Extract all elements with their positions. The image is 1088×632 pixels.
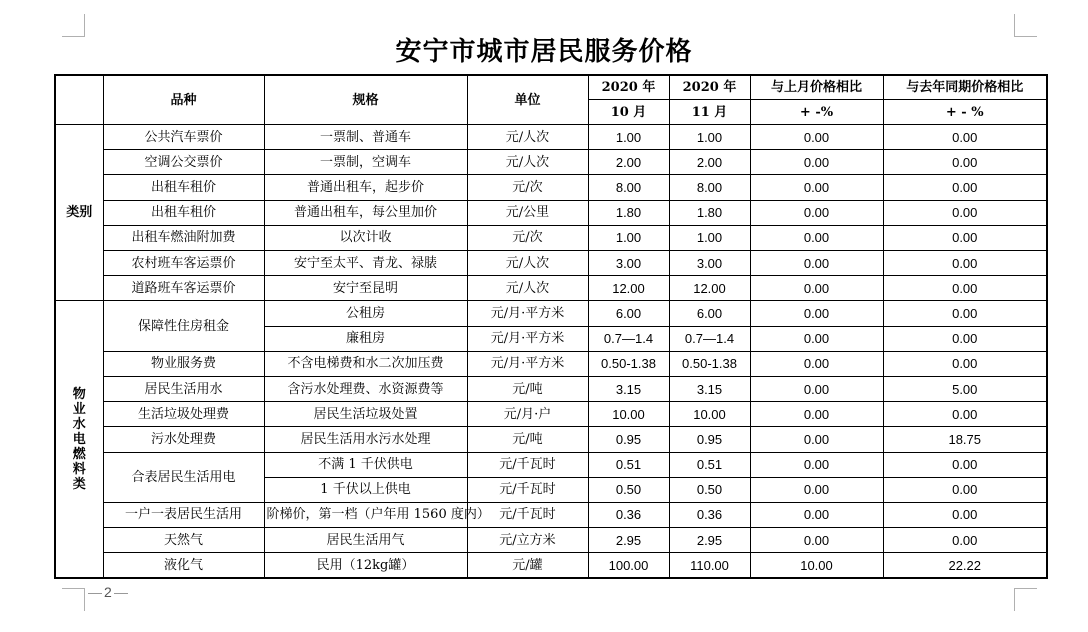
unit-cell: 元/吨 — [467, 376, 588, 401]
price-nov-cell: 12.00 — [669, 276, 750, 301]
crop-mark-top-left — [62, 14, 85, 37]
spec-cell: 居民生活用气 — [264, 528, 467, 553]
header-yoy-line2: + - % — [883, 100, 1047, 125]
yoy-change-cell: 0.00 — [883, 225, 1047, 250]
yoy-change-cell: 0.00 — [883, 301, 1047, 326]
item-name: 一户一表居民生活用 — [103, 502, 264, 527]
price-nov-cell: 3.00 — [669, 251, 750, 276]
yoy-change-cell: 22.22 — [883, 553, 1047, 578]
spec-cell: 公租房 — [264, 301, 467, 326]
table-row — [55, 301, 1047, 326]
category-char: 业 — [72, 401, 86, 417]
price-oct-cell: 12.00 — [588, 276, 669, 301]
price-oct-cell: 10.00 — [588, 402, 669, 427]
mom-change-cell: 0.00 — [750, 251, 883, 276]
price-oct-cell: 2.00 — [588, 150, 669, 175]
category-char: 电 — [72, 431, 86, 447]
price-nov-cell: 0.7—1.4 — [669, 326, 750, 351]
spec-cell: 不含电梯费和水二次加压费 — [264, 351, 467, 376]
spec-cell: 安宁至昆明 — [264, 276, 467, 301]
table-row — [55, 502, 1047, 527]
table-row — [55, 452, 1047, 477]
mom-change-cell: 0.00 — [750, 452, 883, 477]
spec-cell: 不满 1 千伏供电 — [264, 452, 467, 477]
header-yoy-line1: 与去年同期价格相比 — [883, 75, 1047, 100]
price-oct-cell: 2.95 — [588, 528, 669, 553]
mom-change-cell: 0.00 — [750, 376, 883, 401]
price-table — [54, 74, 1048, 579]
yoy-change-cell: 0.00 — [883, 477, 1047, 502]
table-row — [55, 225, 1047, 250]
yoy-change-cell: 0.00 — [883, 276, 1047, 301]
price-oct-cell: 3.00 — [588, 251, 669, 276]
unit-cell: 元/次 — [467, 225, 588, 250]
item-name: 农村班车客运票价 — [103, 251, 264, 276]
header-year-nov: 2020 年 — [669, 75, 750, 100]
price-oct-cell: 1.00 — [588, 125, 669, 150]
mom-change-cell: 0.00 — [750, 477, 883, 502]
document-title: 安宁市城市居民服务价格 — [395, 37, 693, 67]
crop-mark-bottom-right — [1014, 588, 1037, 611]
item-name: 道路班车客运票价 — [103, 276, 264, 301]
price-oct-cell: 0.36 — [588, 502, 669, 527]
price-oct-cell: 100.00 — [588, 553, 669, 578]
mom-change-cell: 0.00 — [750, 502, 883, 527]
table-row — [55, 402, 1047, 427]
item-name: 出租车租价 — [103, 175, 264, 200]
unit-cell: 元/月·平方米 — [467, 326, 588, 351]
mom-change-cell: 0.00 — [750, 528, 883, 553]
category-cell-utilities — [55, 301, 103, 578]
unit-cell: 元/人次 — [467, 251, 588, 276]
item-name: 合表居民生活用电 — [103, 452, 264, 502]
price-oct-cell: 0.95 — [588, 427, 669, 452]
yoy-change-cell: 0.00 — [883, 326, 1047, 351]
unit-cell: 元/人次 — [467, 125, 588, 150]
mom-change-cell: 0.00 — [750, 200, 883, 225]
mom-change-cell: 0.00 — [750, 175, 883, 200]
price-oct-cell: 0.7—1.4 — [588, 326, 669, 351]
yoy-change-cell: 5.00 — [883, 376, 1047, 401]
price-nov-cell: 3.15 — [669, 376, 750, 401]
mom-change-cell: 0.00 — [750, 402, 883, 427]
table-row — [55, 175, 1047, 200]
crop-mark-bottom-left — [62, 588, 85, 611]
yoy-change-cell: 18.75 — [883, 427, 1047, 452]
table-row — [55, 427, 1047, 452]
header-mom-line1: 与上月价格相比 — [750, 75, 883, 100]
price-oct-cell: 6.00 — [588, 301, 669, 326]
price-nov-cell: 1.00 — [669, 125, 750, 150]
item-name: 物业服务费 — [103, 351, 264, 376]
unit-cell: 元/罐 — [467, 553, 588, 578]
price-nov-cell: 2.95 — [669, 528, 750, 553]
yoy-change-cell: 0.00 — [883, 351, 1047, 376]
yoy-change-cell: 0.00 — [883, 452, 1047, 477]
table-row — [55, 150, 1047, 175]
page-number: 2 — [86, 584, 130, 600]
unit-cell: 元/千瓦时 — [467, 477, 588, 502]
item-name: 液化气 — [103, 553, 264, 578]
category-char: 物 — [72, 386, 86, 402]
spec-cell: 安宁至太平、青龙、禄脿 — [264, 251, 467, 276]
category-char: 燃 — [72, 446, 86, 462]
price-oct-cell: 0.50-1.38 — [588, 351, 669, 376]
item-name: 天然气 — [103, 528, 264, 553]
table-row — [55, 351, 1047, 376]
spec-cell: 以次计收 — [264, 225, 467, 250]
unit-cell: 元/月·平方米 — [467, 301, 588, 326]
mom-change-cell: 0.00 — [750, 125, 883, 150]
spec-cell: 一票制、普通车 — [264, 125, 467, 150]
price-nov-cell: 0.50 — [669, 477, 750, 502]
price-nov-cell: 6.00 — [669, 301, 750, 326]
price-oct-cell: 1.80 — [588, 200, 669, 225]
price-nov-cell: 2.00 — [669, 150, 750, 175]
table-row — [55, 200, 1047, 225]
table-row — [55, 276, 1047, 301]
price-oct-cell: 1.00 — [588, 225, 669, 250]
header-mom-line2: + -% — [750, 100, 883, 125]
price-nov-cell: 0.36 — [669, 502, 750, 527]
price-oct-cell: 0.51 — [588, 452, 669, 477]
yoy-change-cell: 0.00 — [883, 528, 1047, 553]
mom-change-cell: 10.00 — [750, 553, 883, 578]
price-nov-cell: 0.95 — [669, 427, 750, 452]
mom-change-cell: 0.00 — [750, 225, 883, 250]
price-nov-cell: 0.50-1.38 — [669, 351, 750, 376]
header-row — [55, 75, 1047, 100]
header-month-oct: 10 月 — [588, 100, 669, 125]
category-char: 料 — [72, 461, 86, 477]
header-corner-cell — [55, 75, 103, 125]
unit-cell: 元/次 — [467, 175, 588, 200]
unit-cell: 元/千瓦时 — [467, 452, 588, 477]
table-row — [55, 528, 1047, 553]
table-row — [55, 251, 1047, 276]
item-name: 居民生活用水 — [103, 376, 264, 401]
spec-cell: 廉租房 — [264, 326, 467, 351]
header-month-nov: 11 月 — [669, 100, 750, 125]
yoy-change-cell: 0.00 — [883, 175, 1047, 200]
spec-cell: 民用（12kg罐） — [264, 553, 467, 578]
spec-cell: 普通出租车，起步价 — [264, 175, 467, 200]
item-name: 空调公交票价 — [103, 150, 264, 175]
unit-cell: 元/公里 — [467, 200, 588, 225]
spec-cell: 1 千伏以上供电 — [264, 477, 467, 502]
mom-change-cell: 0.00 — [750, 150, 883, 175]
price-nov-cell: 10.00 — [669, 402, 750, 427]
unit-cell: 元/立方米 — [467, 528, 588, 553]
price-nov-cell: 0.51 — [669, 452, 750, 477]
category-char: 类 — [72, 476, 86, 492]
spec-cell: 阶梯价，第一档（户年用 1560 度内） — [264, 502, 467, 527]
mom-change-cell: 0.00 — [750, 276, 883, 301]
yoy-change-cell: 0.00 — [883, 200, 1047, 225]
price-nov-cell: 1.80 — [669, 200, 750, 225]
spec-cell: 普通出租车，每公里加价 — [264, 200, 467, 225]
price-nov-cell: 8.00 — [669, 175, 750, 200]
category-cell-transport: 类别 — [55, 125, 103, 301]
item-name: 生活垃圾处理费 — [103, 402, 264, 427]
yoy-change-cell: 0.00 — [883, 402, 1047, 427]
spec-cell: 居民生活垃圾处置 — [264, 402, 467, 427]
spec-cell: 一票制，空调车 — [264, 150, 467, 175]
mom-change-cell: 0.00 — [750, 326, 883, 351]
mom-change-cell: 0.00 — [750, 301, 883, 326]
price-oct-cell: 3.15 — [588, 376, 669, 401]
yoy-change-cell: 0.00 — [883, 251, 1047, 276]
spec-cell: 居民生活用水污水处理 — [264, 427, 467, 452]
mom-change-cell: 0.00 — [750, 427, 883, 452]
item-name: 保障性住房租金 — [103, 301, 264, 351]
table-row — [55, 376, 1047, 401]
unit-cell: 元/人次 — [467, 150, 588, 175]
mom-change-cell: 0.00 — [750, 351, 883, 376]
yoy-change-cell: 0.00 — [883, 150, 1047, 175]
unit-cell: 元/吨 — [467, 427, 588, 452]
unit-cell: 元/人次 — [467, 276, 588, 301]
crop-mark-top-right — [1014, 14, 1037, 37]
spec-cell: 含污水处理费、水资源费等 — [264, 376, 467, 401]
item-name: 污水处理费 — [103, 427, 264, 452]
unit-cell: 元/千瓦时 — [467, 502, 588, 527]
header-year-oct: 2020 年 — [588, 75, 669, 100]
price-oct-cell: 8.00 — [588, 175, 669, 200]
price-nov-cell: 1.00 — [669, 225, 750, 250]
table-row — [55, 125, 1047, 150]
unit-cell: 元/月·平方米 — [467, 351, 588, 376]
price-oct-cell: 0.50 — [588, 477, 669, 502]
price-nov-cell: 110.00 — [669, 553, 750, 578]
category-char: 水 — [72, 416, 86, 432]
table-row — [55, 553, 1047, 578]
item-name: 公共汽车票价 — [103, 125, 264, 150]
header-unit: 单位 — [467, 75, 588, 125]
unit-cell: 元/月·户 — [467, 402, 588, 427]
header-variety: 品种 — [103, 75, 264, 125]
header-spec: 规格 — [264, 75, 467, 125]
yoy-change-cell: 0.00 — [883, 125, 1047, 150]
item-name: 出租车燃油附加费 — [103, 225, 264, 250]
yoy-change-cell: 0.00 — [883, 502, 1047, 527]
item-name: 出租车租价 — [103, 200, 264, 225]
